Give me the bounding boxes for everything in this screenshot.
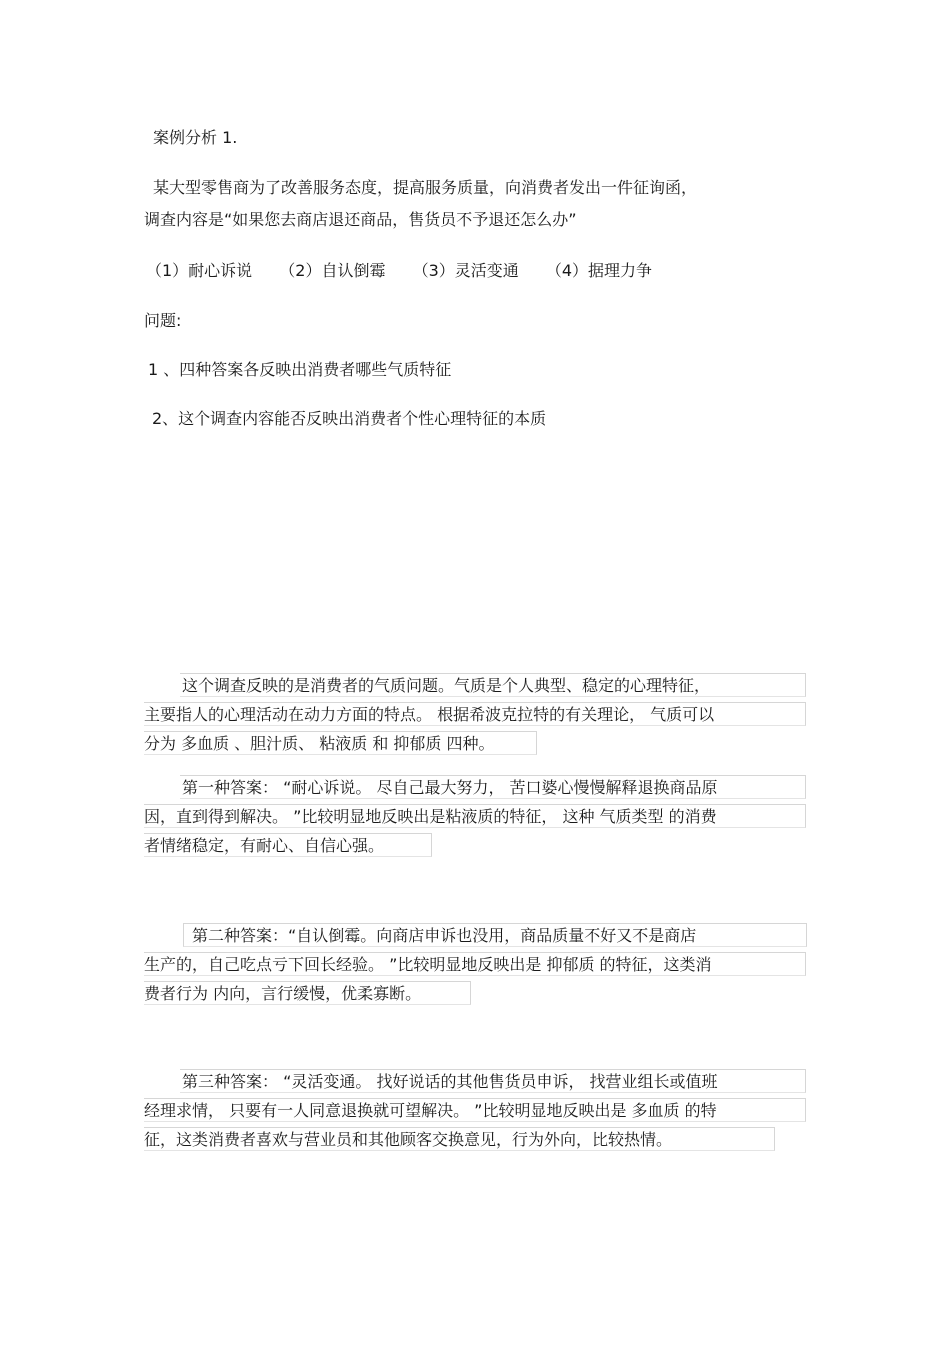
- answer-p3-line-2: 生产的，自己吃点亏下回长经验。 ”比较明显地反映出是 抑郁质 的特征，这类消: [144, 955, 712, 974]
- answer-options: [146, 260, 652, 282]
- question-1: 1 、四种答案各反映出消费者哪些气质特征: [148, 360, 452, 379]
- answer-p2-line-3: 者情绪稳定，有耐心、自信心强。: [144, 836, 385, 855]
- answer-p2-line-2: 因，直到得到解决。 ”比较明显地反映出是粘液质的特征， 这种 气质类型 的消费: [144, 807, 717, 826]
- answer-p4-line-1: 第三种答案： “灵活变通。 找好说话的其他售货员申诉， 找营业组长或值班: [182, 1072, 718, 1091]
- option-2: （2）自认倒霉: [279, 261, 386, 280]
- question-2: 2、这个调查内容能否反映出消费者个性心理特征的本质: [152, 409, 547, 428]
- option-3: （3）灵活变通: [412, 261, 519, 280]
- option-1: （1）耐心诉说: [146, 261, 253, 280]
- option-4: （4）据理力争: [545, 261, 653, 280]
- answer-p2-line-1: 第一种答案： “耐心诉说。 尽自己最大努力， 苦口婆心慢慢解释退换商品原: [182, 778, 718, 797]
- answer-p1-line-2: 主要指人的心理活动在动力方面的特点。 根据希波克拉特的有关理论， 气质可以: [144, 705, 715, 724]
- case-intro-line-1: 某大型零售商为了改善服务态度，提高服务质量，向消费者发出一件征询函，: [153, 178, 698, 197]
- answer-p3-line-3: 费者行为 内向，言行缓慢，优柔寡断。: [144, 984, 422, 1003]
- answer-p4-line-2: 经理求情， 只要有一人同意退换就可望解决。 ”比较明显地反映出是 多血质 的特: [144, 1101, 717, 1120]
- case-intro-line-2: 调查内容是“如果您去商店退还商品，售货员不予退还怎么办”: [144, 210, 577, 229]
- answer-p1-line-3: 分为 多血质 、胆汁质、 粘液质 和 抑郁质 四种。: [144, 734, 495, 753]
- answer-p3-line-1: 第二种答案：“自认倒霉。向商店申诉也没用，商品质量不好又不是商店: [192, 926, 697, 945]
- answer-p1-line-1: 这个调查反映的是消费者的气质问题。气质是个人典型、稳定的心理特征，: [182, 676, 711, 695]
- questions-label: 问题:: [144, 311, 182, 330]
- answer-p4-line-3: 征，这类消费者喜欢与营业员和其他顾客交换意见，行为外向，比较热情。: [144, 1130, 673, 1149]
- case-title: 案例分析 1.: [153, 128, 238, 147]
